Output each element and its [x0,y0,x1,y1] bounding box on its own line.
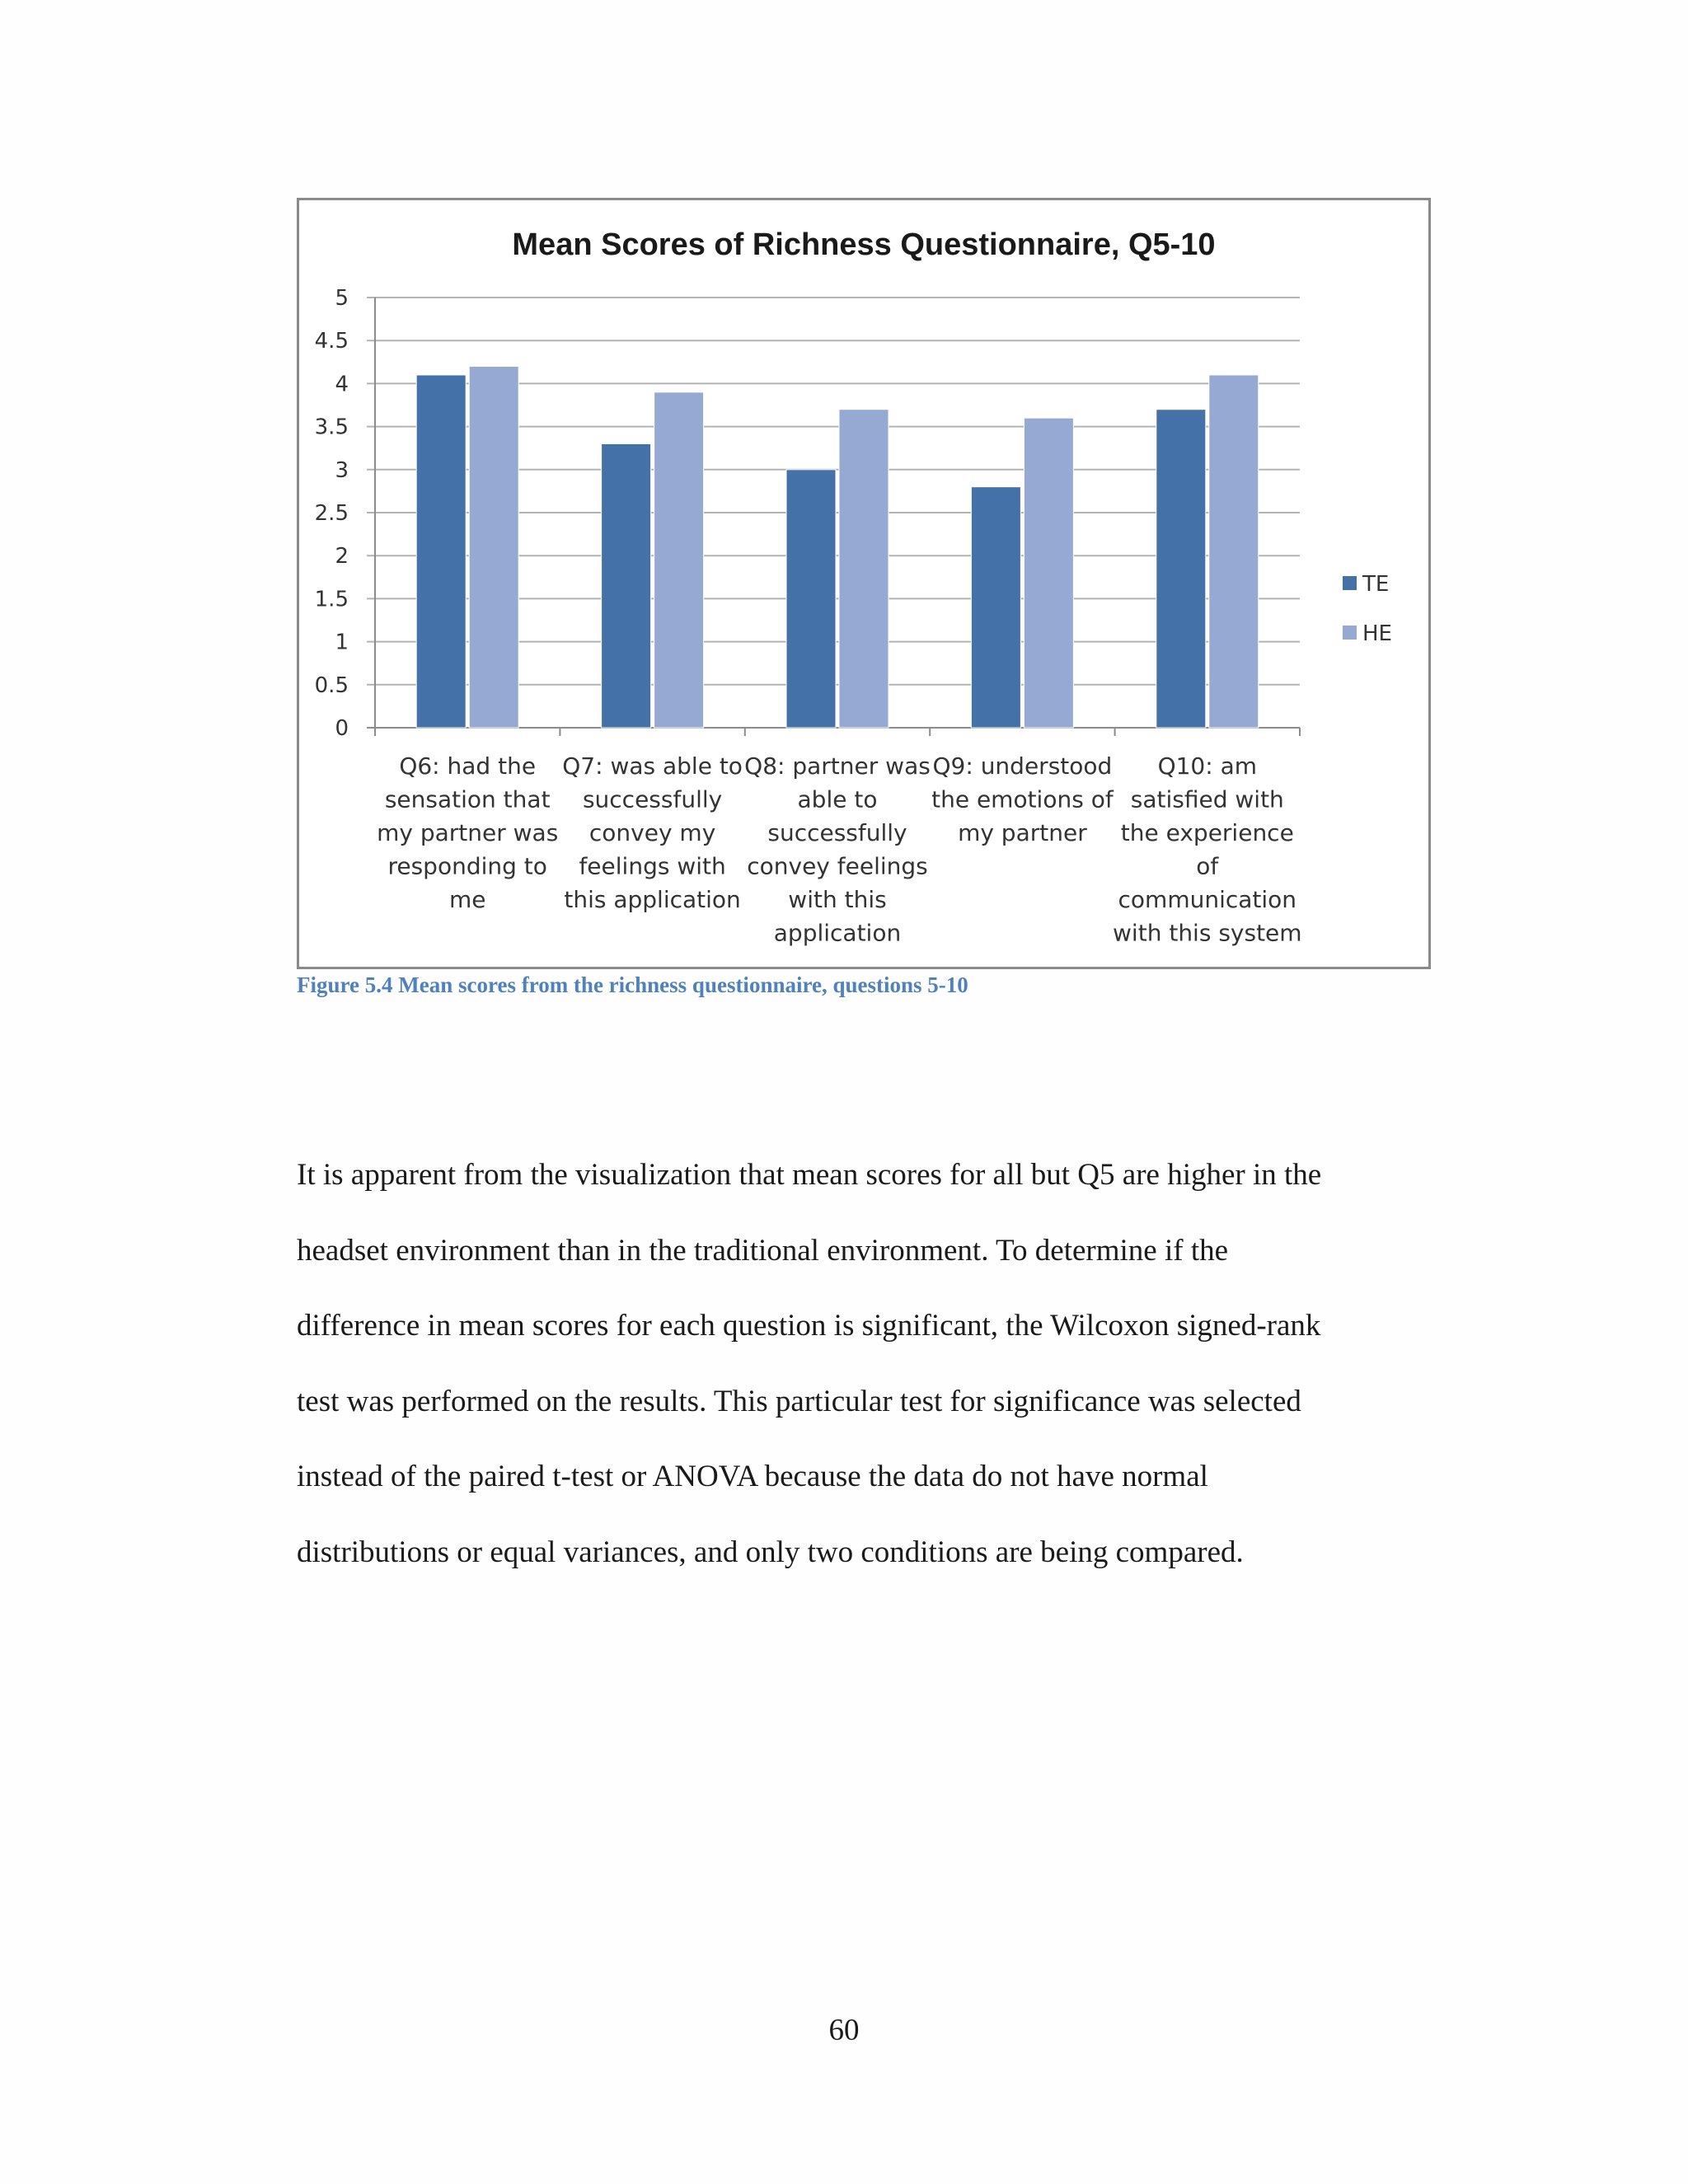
bar-te [786,470,836,728]
paragraph-line: test was performed on the results. This particular test for significance was selected [297,1384,1301,1418]
legend-label: TE [1362,572,1390,597]
bar-he [469,367,518,728]
legend-swatch-te [1343,576,1357,590]
y-tick-label: 2 [335,544,349,569]
bar-he [1209,375,1259,728]
y-tick-label: 0.5 [314,673,349,698]
bar-te [602,443,651,728]
legend-label: HE [1362,621,1392,646]
x-category-label-line: of [1196,852,1219,880]
x-category-label [377,752,558,913]
x-category-label-line: me [448,886,486,913]
x-category-label-line: satisfied with [1130,785,1284,813]
x-category-label [744,752,931,947]
paragraph-line: instead of the paired t-test or ANOVA because the data do not have normal [297,1460,1208,1493]
bar-chart [299,200,1428,967]
y-tick-label: 0 [335,716,349,741]
bar-te [1156,410,1206,728]
x-category-label-line: feelings with [579,852,726,880]
bar-te [971,487,1020,728]
x-category-label-line: this application [564,886,741,913]
x-category-label-line: the experience [1120,819,1294,846]
x-category-label-line: the emotions of [931,785,1114,813]
x-category-label-line: Q7: was able to [562,752,743,780]
x-category-label-line: Q9: understood [932,752,1113,780]
page-number: 60 [828,2013,860,2047]
bar-te [416,375,466,728]
x-category-label-line: communication [1118,886,1297,913]
x-category-label-line: Q6: had the [399,752,537,780]
figure-caption: Figure 5.4 Mean scores from the richness questionnaire, questions 5-10 [297,972,968,997]
x-category-label [931,752,1114,846]
x-category-label-line: responding to [387,852,547,880]
y-tick-label: 4 [335,372,349,397]
y-tick-label: 1.5 [314,587,349,612]
x-category-label-line: convey my [588,819,716,846]
x-category-label-line: Q8: partner was [744,752,931,780]
y-tick-label: 1 [335,630,349,655]
bar-he [654,392,704,728]
legend-swatch-he [1343,626,1357,640]
paragraph-line: headset environment than in the traditional environment. To determine if the [297,1233,1229,1268]
x-category-label-line: able to [797,785,878,813]
bar-he [839,410,889,728]
x-category-label-line: my partner [958,819,1087,846]
y-tick-label: 3.5 [314,415,349,440]
bar-he [1024,418,1073,728]
x-category-label [562,752,743,913]
y-tick-label: 2.5 [314,501,349,526]
paragraph-line: difference in mean scores for each question is significant, the Wilcoxon signed-rank [297,1309,1321,1343]
y-tick-label: 4.5 [314,329,349,354]
x-category-label-line: successfully [767,819,907,846]
x-category-label-line: successfully [582,785,723,813]
x-category-label-line: convey feelings [747,852,928,880]
chart-title: Mean Scores of Richness Questionnaire, Q5-10 [512,227,1216,262]
x-category-label-line: with this [788,886,887,913]
bar-chart-figure [297,198,1431,969]
paragraph-line: It is apparent from the visualization that mean scores for all but Q5 are higher in the [297,1158,1322,1192]
x-category-label-line: application [773,919,902,947]
paragraph-line: distributions or equal variances, and only two conditions are being compared. [297,1535,1244,1569]
x-category-label-line: with this system [1113,919,1302,947]
x-category-label-line: sensation that [384,785,551,813]
y-tick-label: 5 [335,286,349,311]
x-category-label-line: my partner was [377,819,559,846]
x-category-label [1113,752,1302,947]
x-category-label-line: Q10: am [1157,752,1258,780]
y-tick-label: 3 [335,457,349,483]
body-paragraph [297,1137,1418,1590]
